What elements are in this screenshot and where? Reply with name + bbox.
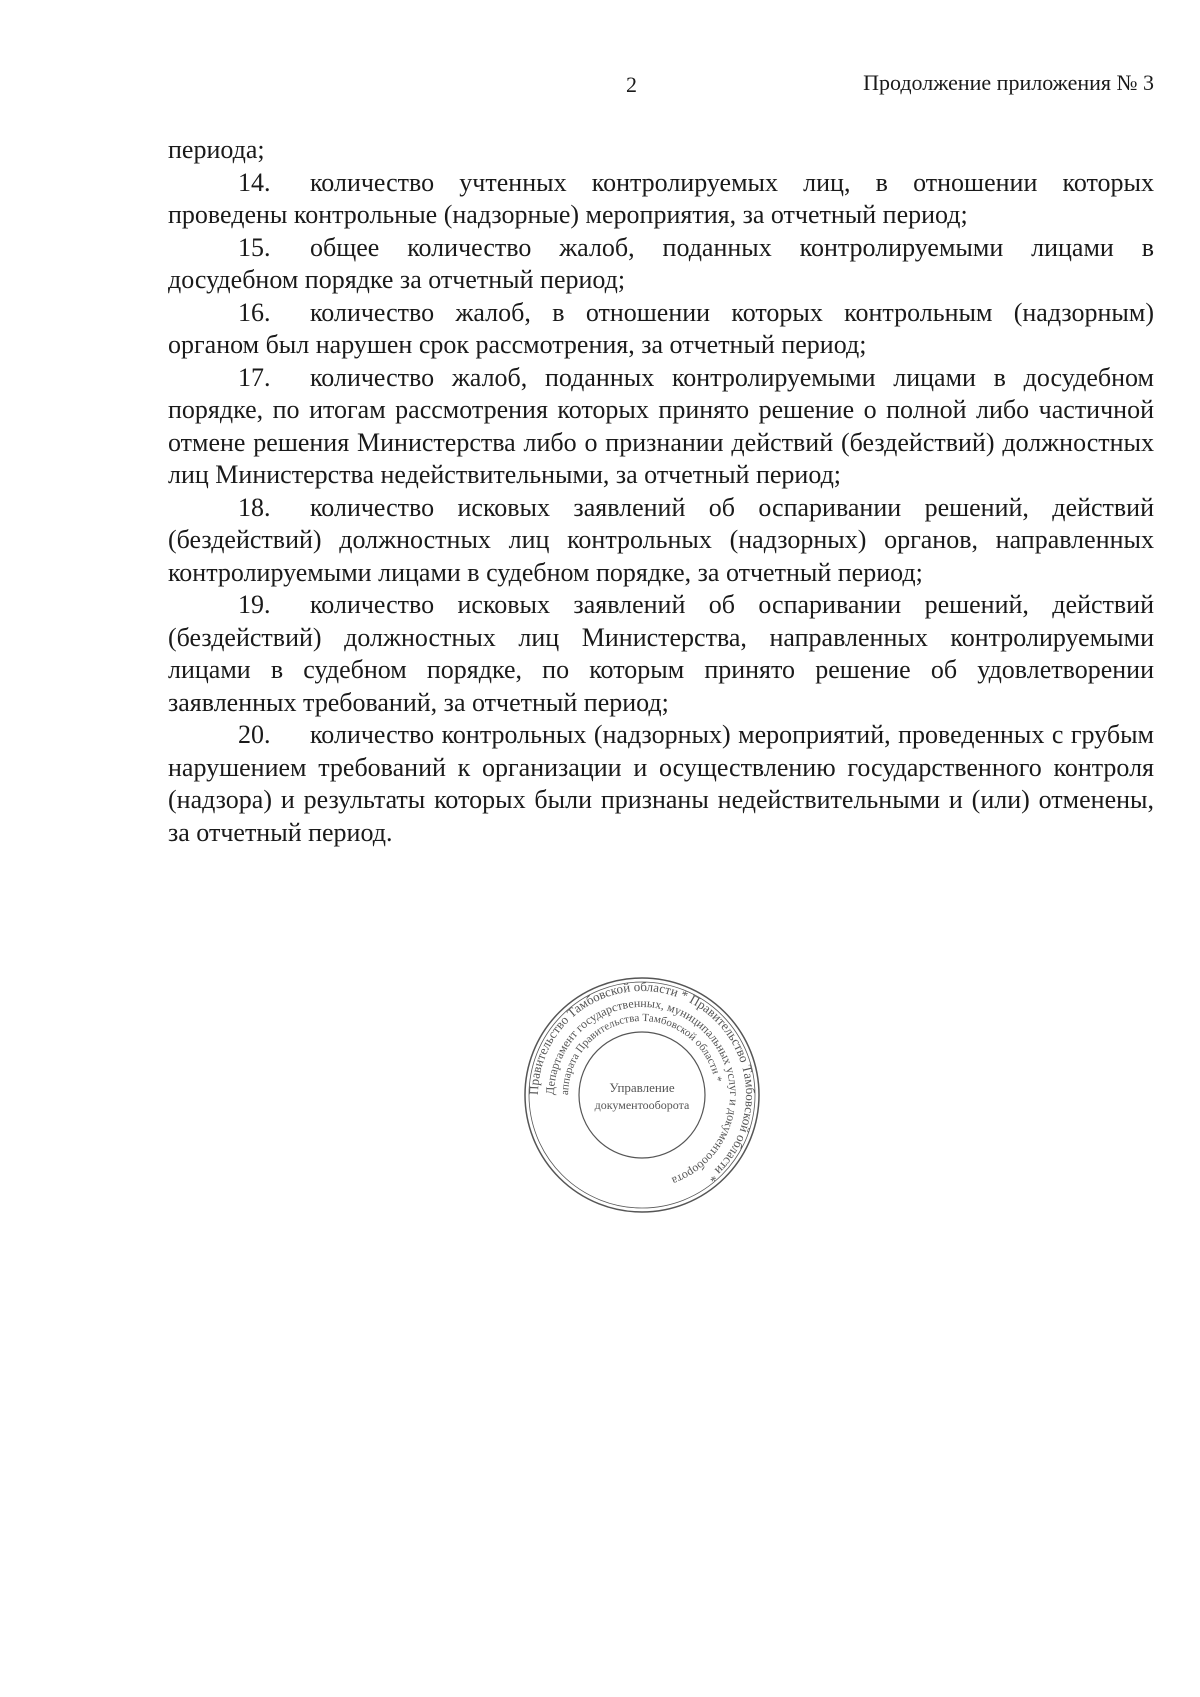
list-item xyxy=(168,589,1154,719)
list-item xyxy=(168,492,1154,590)
stamp-inner-border xyxy=(579,1032,705,1158)
stamp-center-line1: Управление xyxy=(609,1080,675,1095)
item-number: 16. xyxy=(238,297,271,327)
page-number: 2 xyxy=(626,72,637,97)
header-note: Продолжение приложения № 3 xyxy=(863,70,1154,95)
item-text: количество исковых заявлений об оспаривании решений, действий (бездействий) должностных лиц контрольных (надзорных) органов, направленных контролируемыми лицами в судебном порядке, за отчетный период; xyxy=(168,492,1154,587)
item-text: количество жалоб, в отношении которых контрольным (надзорным) органом был нарушен срок рассмотрения, за отчетный период; xyxy=(168,297,1154,359)
official-stamp xyxy=(523,976,761,1214)
item-number: 20. xyxy=(238,720,271,749)
list-item xyxy=(168,362,1154,492)
document-body xyxy=(168,134,1154,849)
item-number: 18. xyxy=(238,492,271,522)
list-item xyxy=(168,719,1154,849)
stamp-outer-ring-text: Правительство Тамбовской области * Правительство Тамбовской области * xyxy=(525,978,759,1186)
item-text: количество жалоб, поданных контролируемыми лицами в досудебном порядке, по итогам рассмотрения которых принято решение о полной либо частичной отмене решения Министерства либо о признании действий (бездействий) должностных лиц Министерства недействительными, за отчетный период; xyxy=(168,362,1154,489)
item-text: количество учтенных контролируемых лиц, в отношении которых проведены контрольные (надзорные) мероприятия, за отчетный период; xyxy=(168,167,1154,229)
item-number: 15. xyxy=(238,232,271,262)
item-number: 19. xyxy=(238,590,271,619)
item-text: общее количество жалоб, поданных контролируемыми лицами в досудебном порядке за отчетный период; xyxy=(168,232,1154,294)
item-number: 17. xyxy=(238,362,271,392)
list-item xyxy=(168,167,1154,232)
list-item xyxy=(168,297,1154,362)
list-item xyxy=(168,232,1154,297)
stamp-seal-icon xyxy=(523,976,761,1214)
stamp-center-line2: документооборота xyxy=(594,1098,690,1112)
lead-text: периода; xyxy=(168,135,265,164)
item-text: количество исковых заявлений об оспаривании решений, действий (бездействий) должностных лиц Министерства, направленных контролируемыми лицами в судебном порядке, по которым принято решение об удовлетворении заявленных требований, за отчетный период; xyxy=(168,590,1154,717)
item-number: 14. xyxy=(238,167,271,197)
stamp-middle-ring-text: Департамент государственных, муниципальных услуг и документооборота xyxy=(542,995,742,1189)
stamp-inner-ring-text: аппарата Правительства Тамбовской области * xyxy=(558,1011,724,1096)
item-text: количество контрольных (надзорных) мероприятий, проведенных с грубым нарушением требований к организации и осуществлению государственного контроля (надзора) и результаты которых были признаны недействительными и (или) отменены, за отчетный период. xyxy=(168,720,1154,847)
